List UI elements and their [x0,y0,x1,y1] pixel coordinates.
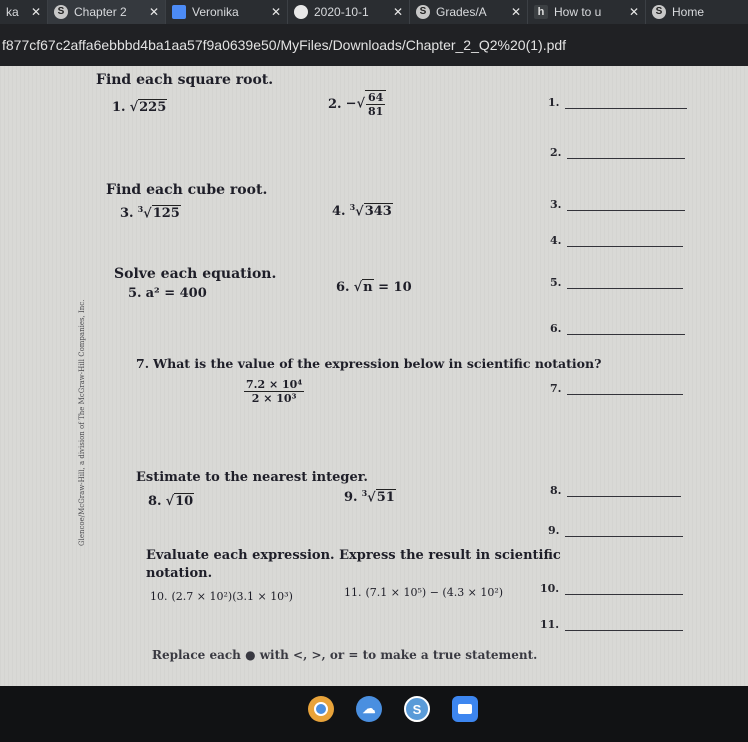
problem-7-expression [244,378,304,405]
radicand: 225 [139,100,167,115]
tab-home[interactable] [646,0,748,24]
tab-label: 2020-10-1 [314,5,369,19]
root-index: 3 [361,488,368,498]
section-heading-square-root: Find each square root. [96,72,274,88]
answer-blank-5[interactable] [550,276,683,289]
problem-text: What is the value of the expression below in scientific notation? [153,356,602,371]
problem-9: 9. $^3$√51 [344,488,395,506]
numerator: 7.2 × 10⁴ [246,378,303,391]
answer-label: 4. [550,234,562,247]
files-icon[interactable] [452,696,478,722]
address-bar[interactable] [0,24,748,66]
answer-blank-6[interactable] [550,322,685,335]
answer-label: 2. [550,146,562,159]
answer-blank-11[interactable] [540,618,683,631]
tab-2020-10[interactable] [288,0,410,24]
pdf-page [0,66,748,686]
answer-blank-3[interactable] [550,198,685,211]
answer-label: 5. [550,276,562,289]
problem-4: 4. $^3$√343 [332,202,392,220]
denominator: 2 × 10³ [251,392,297,405]
answer-line[interactable] [567,148,685,159]
answer-label: 8. [550,484,562,497]
answer-label: 6. [550,322,562,335]
answer-line[interactable] [567,486,681,497]
equation: = 10 [373,280,412,295]
tab-grades[interactable] [410,0,528,24]
root-index: 3 [137,204,144,214]
schoology-icon: S [54,5,68,19]
problem-number: 6. [336,280,350,295]
close-icon[interactable]: ✕ [270,5,281,19]
answer-line[interactable] [565,620,683,631]
tab-label: ka [6,5,19,19]
docs-icon [172,5,186,19]
answer-line[interactable] [567,324,685,335]
problem-7 [136,356,601,371]
tab-label: How to u [554,5,602,19]
tab-label: Grades/A [436,5,487,19]
answer-blank-1[interactable] [548,96,687,109]
tab-label: Veronika [192,5,239,19]
answer-blank-7[interactable] [550,382,683,395]
expression: (7.1 × 10⁵) − (4.3 × 10²) [365,586,504,599]
answer-label: 1. [548,96,560,109]
answer-line[interactable] [567,236,683,247]
root-index: 3 [349,202,356,212]
numerator: 64 [368,91,384,104]
problem-number: 11. [344,586,362,599]
tab-label: Chapter 2 [74,5,127,19]
answer-blank-10[interactable] [540,582,683,595]
tab-ka[interactable] [0,0,48,24]
chrome-center [314,702,328,716]
close-icon[interactable]: ✕ [392,5,403,19]
problem-number: 5. [128,286,142,301]
section-heading-evaluate-1: Evaluate each expression. Express the result in scientific [146,548,561,563]
section-heading-equation: Solve each equation. [114,266,277,282]
section-heading-evaluate-2: notation. [146,566,213,581]
answer-blank-2[interactable] [550,146,685,159]
problem-number: 1. [112,100,126,115]
answer-line[interactable] [565,526,683,537]
schoology-icon: S [416,5,430,19]
url-text: f877cf67c2affa6ebbbd4ba1aa57f9a0639e50/MyFiles/Downloads/Chapter_2_Q2%20(1).pdf [2,37,567,53]
answer-blank-8[interactable] [550,484,681,497]
tab-veronika[interactable] [166,0,288,24]
schoology-icon: S [652,5,666,19]
answer-label: 3. [550,198,562,211]
close-icon[interactable]: ✕ [148,5,159,19]
section-heading-cube-root: Find each cube root. [106,182,268,198]
answer-label: 11. [540,618,560,631]
fraction [365,90,386,118]
schoology-icon[interactable]: S [404,696,430,722]
problem-number: 2. [328,96,342,112]
radicand: 10 [175,494,194,509]
answer-label: 9. [548,524,560,537]
problem-10 [150,590,293,603]
copyright-notice: Glencoe/McGraw-Hill, a division of The McGraw-Hill Companies, Inc. [78,299,86,546]
problem-6: 6. √n = 10 [336,280,412,295]
problem-number: 4. [332,204,346,220]
tab-how-to[interactable] [528,0,646,24]
tab-strip [0,0,748,24]
problem-number: 8. [148,494,162,509]
problem-11 [344,586,503,599]
close-icon[interactable]: ✕ [628,5,639,19]
answer-line[interactable] [567,200,685,211]
problem-8: 8. √10 [148,494,194,509]
tab-label: Home [672,5,705,19]
sign: − [345,96,357,112]
answer-line[interactable] [567,278,683,289]
close-icon[interactable]: ✕ [30,5,41,19]
folder-shape [458,704,472,714]
chrome-icon[interactable] [308,696,334,722]
taskbar [0,686,748,742]
problem-number: 9. [344,490,358,506]
radicand: 51 [376,490,395,506]
answer-line[interactable] [565,98,687,109]
problem-1: 1. √225 [112,100,167,115]
answer-label: 7. [550,382,562,395]
radicand: 125 [152,206,180,222]
answer-blank-9[interactable] [548,524,683,537]
close-icon[interactable]: ✕ [510,5,521,19]
tab-chapter-2[interactable] [48,0,166,24]
answer-label: 10. [540,582,560,595]
problem-number: 7. [136,356,150,371]
cloud-icon[interactable]: ☁ [356,696,382,722]
equation: a² = 400 [145,286,207,301]
h-icon: h [534,5,548,19]
globe-icon [294,5,308,19]
fraction [244,378,304,405]
problem-2: 2. −√ $\frac{64}{81}$ [328,90,386,118]
problem-5 [128,286,207,301]
problem-number: 3. [120,206,134,222]
radicand: 343 [364,204,392,220]
radicand: n [363,280,373,295]
expression: (2.7 × 10²)(3.1 × 10³) [171,590,293,603]
denominator: 81 [368,105,384,118]
answer-blank-4[interactable] [550,234,683,247]
problem-3: 3. $^3$√125 [120,204,180,222]
problem-number: 10. [150,590,168,603]
section-heading-estimate: Estimate to the nearest integer. [136,470,368,485]
answer-line[interactable] [567,384,683,395]
answer-line[interactable] [565,584,683,595]
section-heading-compare: Replace each ● with <, >, or = to make a true statement. [152,648,538,662]
